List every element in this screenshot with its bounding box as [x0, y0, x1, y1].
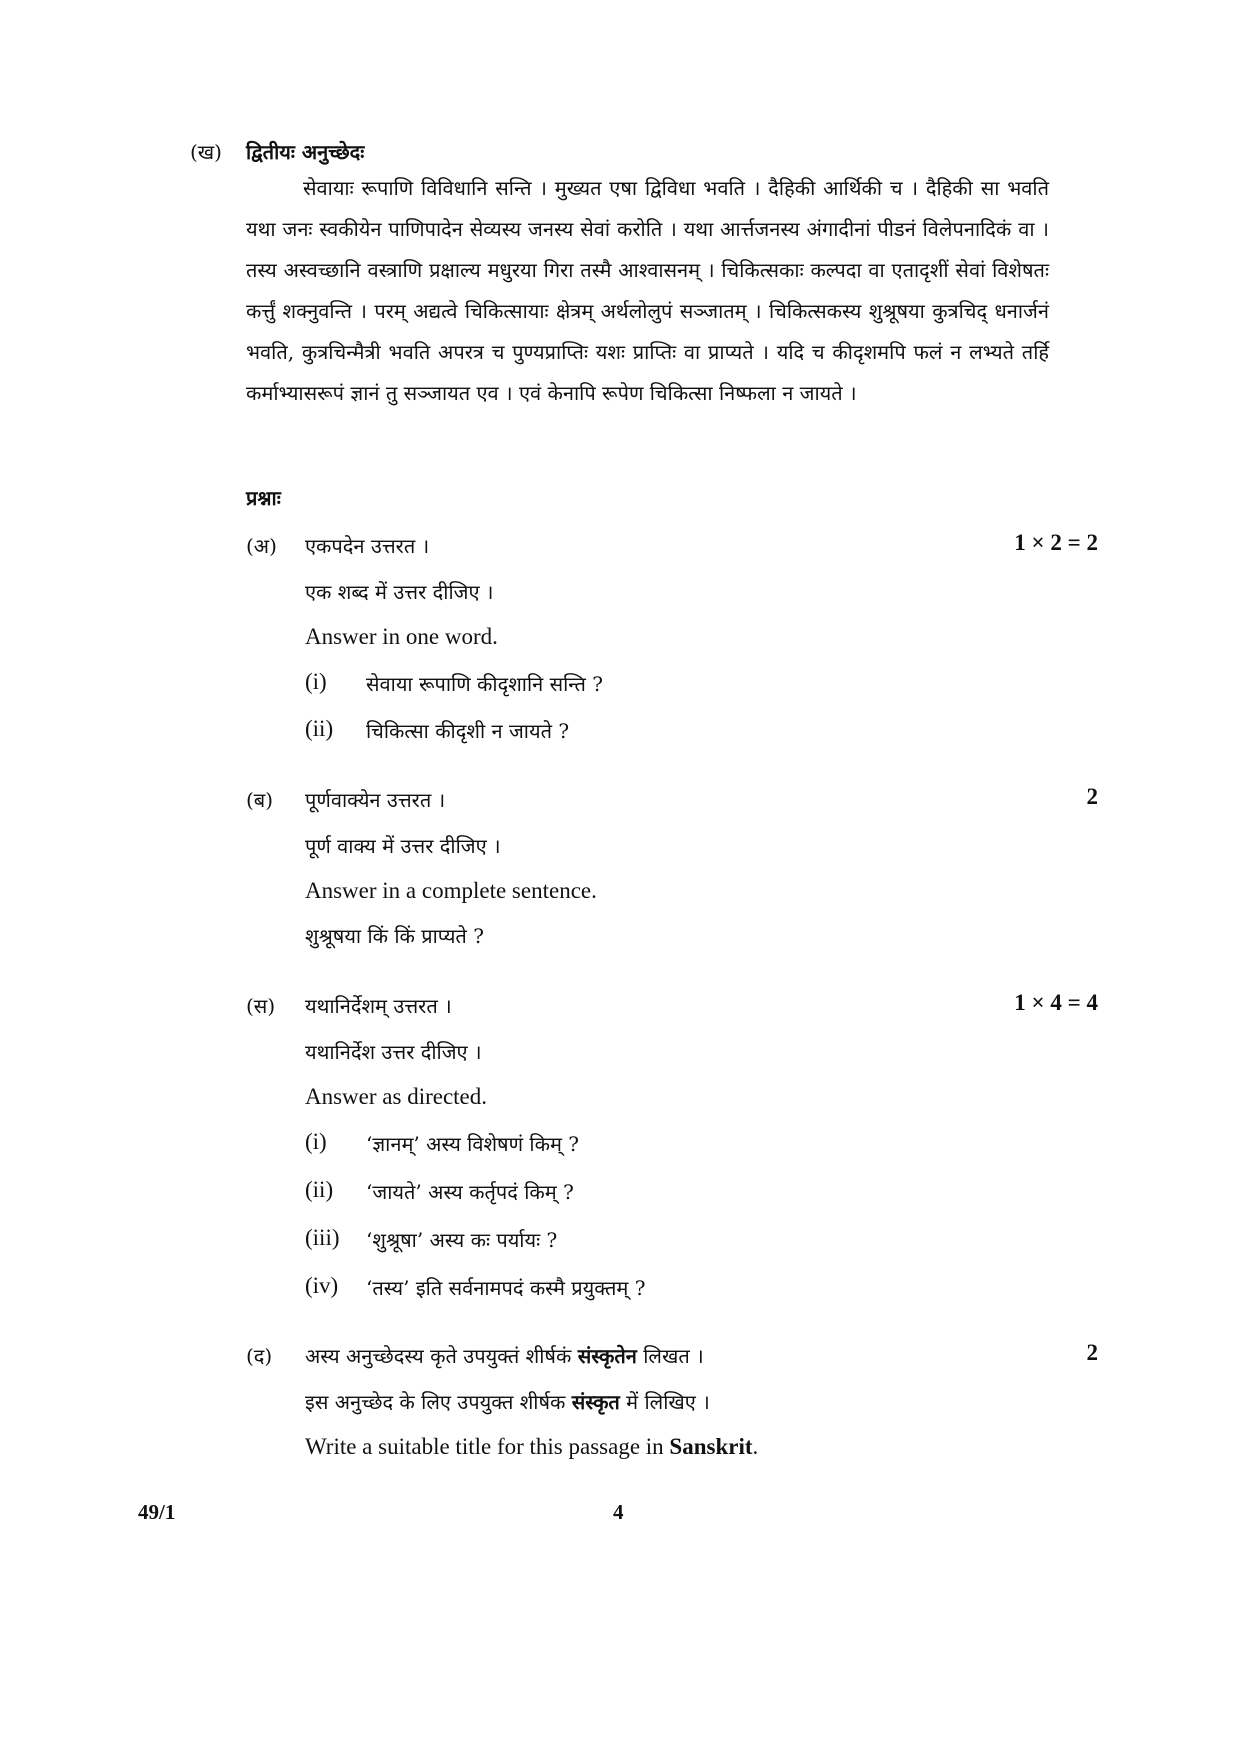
- question-a-label: (अ): [246, 534, 277, 558]
- question-b-instruction-hindi: पूर्ण वाक्य में उत्तर दीजिए ।: [305, 834, 501, 858]
- questions-heading: प्रश्नाः: [246, 486, 281, 510]
- question-a-item-number: (ii): [305, 716, 334, 741]
- question-d-instruction-hindi: इस अनुच्छेद के लिए उपयुक्त शीर्षक संस्कृत में लिखिए ।: [305, 1390, 710, 1414]
- question-c-item-number: (i): [305, 1129, 327, 1154]
- question-c-item-number: (ii): [305, 1177, 334, 1202]
- section-label: (ख): [190, 140, 222, 164]
- page-number: 4: [613, 1500, 624, 1524]
- question-c-item-text: ‘शुश्रूषा’ अस्य कः पर्यायः ?: [366, 1228, 558, 1252]
- question-b-instruction-english: Answer in a complete sentence.: [305, 878, 597, 903]
- question-c-instruction-hindi: यथानिर्देश उत्तर दीजिए ।: [305, 1040, 482, 1064]
- question-c-instruction-english: Answer as directed.: [305, 1084, 488, 1109]
- question-a-marks: 1 × 2 = 2: [1014, 530, 1098, 555]
- question-c-item-text: ‘तस्य’ इति सर्वनामपदं कस्मै प्रयुक्तम् ?: [366, 1276, 646, 1300]
- question-b-instruction-sanskrit: पूर्णवाक्येन उत्तरत ।: [305, 788, 446, 812]
- question-d-label: (द): [246, 1344, 273, 1368]
- question-c-item-text: ‘ज्ञानम्’ अस्य विशेषणं किम् ?: [366, 1132, 580, 1156]
- question-c-item-text: ‘जायते’ अस्य कर्तृपदं किम् ?: [366, 1180, 574, 1204]
- question-a-instruction-english: Answer in one word.: [305, 624, 498, 649]
- question-a-instruction-sanskrit: एकपदेन उत्तरत ।: [305, 534, 430, 558]
- question-a-item-text: चिकित्सा कीदृशी न जायते ?: [366, 719, 570, 743]
- paper-code: 49/1: [138, 1500, 176, 1524]
- section-heading: [190, 138, 364, 165]
- question-b-label: (ब): [246, 788, 274, 812]
- passage-paragraph: सेवायाः रूपाणि विविधानि सन्ति । मुख्यत एषा द्विविधा भवति । दैहिकी आर्थिकी च । दैहिकी सा भवति यथा जनः स्वकीयेन पाणिपादेन सेव्यस्य जनस्य सेवां करोति । यथा आर्त्तजनस्य अंगादीनां पीडनं विलेपनादिकं वा । तस्य अस्वच्छानि वस्त्राणि प्रक्षाल्य मधुरया गिरा तस्मै आश्वासनम् । चिकित्सकाः कल्पदा वा एतादृशीं सेवां विशेषतः कर्त्तुं शक्नुवन्ति । परम् अद्यत्वे चिकित्सायाः क्षेत्रम् अर्थलोलुपं सञ्जातम् । चिकित्सकस्य शुश्रूषया कुत्रचिद् धनार्जनं भवति, कुत्रचिन्मैत्री भवति अपरत्र च पुण्यप्राप्तिः यशः प्राप्तिः वा प्राप्यते । यदि च कीदृशमपि फलं न लभ्यते तर्हि कर्माभ्यासरूपं ज्ञानं तु सञ्जायत एव । एवं केनापि रूपेण चिकित्सा निष्फला न जायते ।: [246, 176, 1049, 405]
- section-title: द्वितीयः अनुच्छेदः: [246, 140, 365, 164]
- question-c-item-number: (iv): [305, 1273, 339, 1298]
- question-d-instruction-sanskrit: अस्य अनुच्छेदस्य कृते उपयुक्तं शीर्षकं संस्कृतेन लिखत ।: [305, 1344, 704, 1368]
- question-a-item-number: (i): [305, 669, 327, 694]
- question-b-text: शुश्रूषया किं किं प्राप्यते ?: [305, 924, 484, 948]
- question-a-instruction-hindi: एक शब्द में उत्तर दीजिए ।: [305, 580, 494, 604]
- question-c-marks: 1 × 4 = 4: [1014, 990, 1098, 1015]
- question-c-instruction-sanskrit: यथानिर्देशम् उत्तरत ।: [305, 994, 452, 1018]
- question-b-marks: 2: [1086, 784, 1098, 809]
- question-c-item-number: (iii): [305, 1225, 340, 1250]
- question-d-marks: 2: [1086, 1340, 1098, 1365]
- question-a-item-text: सेवाया रूपाणि कीदृशानि सन्ति ?: [366, 672, 603, 696]
- question-d-instruction-english: Write a suitable title for this passage in Sanskrit.: [305, 1434, 759, 1459]
- question-c-label: (स): [246, 994, 276, 1018]
